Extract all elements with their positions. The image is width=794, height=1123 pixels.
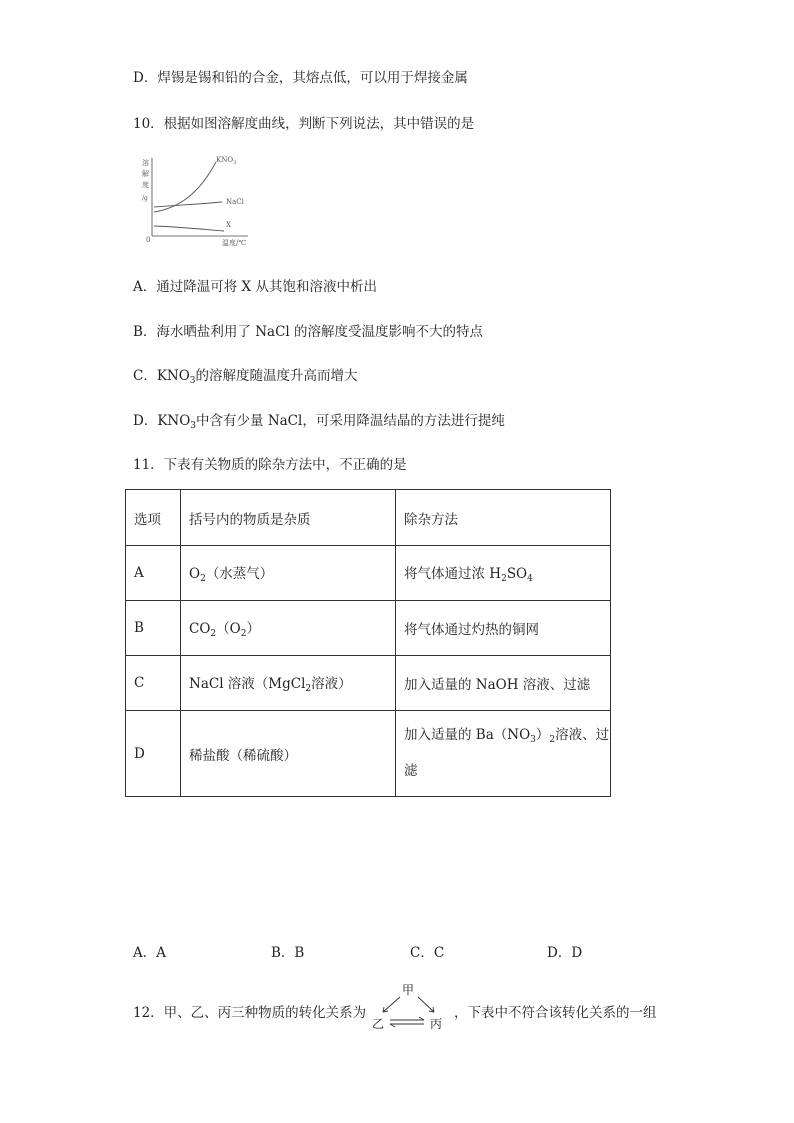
solubility-curve-figure — [140, 152, 260, 248]
header-substance: 括号内的物质是杂质 — [181, 490, 396, 546]
diagram-top: 甲 — [402, 983, 415, 997]
choice-c[interactable]: C．C — [410, 945, 445, 961]
row-substance: 稀盐酸（稀硫酸） — [181, 711, 396, 797]
arrow-top-right — [418, 997, 434, 1012]
q10-option-b: B．海水晒盐利用了 NaCl 的溶解度受温度影响不大的特点 — [133, 324, 484, 340]
row-label: A — [126, 546, 181, 601]
y-label-1: 溶 — [142, 159, 149, 167]
choice-b[interactable]: B．B — [271, 945, 305, 961]
origin-label: 0 — [146, 236, 151, 244]
table-row — [126, 656, 611, 711]
row-method: 加入适量的 NaOH 溶液、过滤 — [396, 656, 611, 711]
q12-stem-start: 12．甲、乙、丙三种物质的转化关系为 — [133, 1005, 367, 1021]
x-label: X — [226, 221, 231, 229]
x-curve — [154, 226, 224, 231]
row-substance: $CO_2(O_2)$ — [181, 601, 396, 656]
q12-stem-end: ，下表中不符合该转化关系的一组 — [454, 1005, 657, 1021]
kno3-label: $KNO_3$ — [216, 156, 237, 166]
row-method: 加入适量的 $Ba(NO_3)_2$溶液、过 滤 — [396, 711, 611, 797]
q10-option-d: D．$KNO_3$中含有少量 NaCl，可采用降温结晶的方法进行提纯 — [133, 413, 505, 431]
row-method: 将气体通过灼热的铜网 — [396, 601, 611, 656]
y-label-2: 解 — [142, 170, 149, 178]
q11-table — [125, 489, 611, 797]
x-axis-label: 温度/℃ — [222, 239, 247, 247]
y-label-4: /g — [142, 195, 148, 202]
q10-option-c: C．$KNO_3$的溶解度随温度升高而增大 — [133, 368, 358, 386]
row-label: D — [126, 711, 181, 797]
row-label: B — [126, 601, 181, 656]
row-substance: $O_2$（水蒸气） — [181, 546, 396, 601]
table-row — [126, 711, 611, 797]
conversion-diagram — [368, 982, 452, 1032]
nacl-label: NaCl — [226, 198, 244, 206]
nacl-curve — [154, 202, 222, 207]
row-method: 将气体通过浓 $H_2SO_4$ — [396, 546, 611, 601]
q9-option-d: D．焊锡是锡和铅的合金，其熔点低，可以用于焊接金属 — [133, 70, 468, 86]
q11-stem: 11．下表有关物质的除杂方法中，不正确的是 — [133, 457, 407, 473]
diagram-right: 丙 — [430, 1017, 443, 1031]
table-row — [126, 546, 611, 601]
q10-stem: 10．根据如图溶解度曲线，判断下列说法，其中错误的是 — [133, 116, 475, 132]
choice-d[interactable]: D．D — [547, 945, 583, 961]
table-header-row — [126, 490, 611, 546]
header-option: 选项 — [126, 490, 181, 546]
arrow-top-left — [383, 997, 400, 1012]
choice-a[interactable]: A．A — [133, 945, 166, 961]
diagram-left: 乙 — [372, 1017, 385, 1031]
row-substance: NaCl 溶液（MgCl$_2$溶液） — [181, 656, 396, 711]
q10-option-a: A．通过降温可将 X 从其饱和溶液中析出 — [133, 279, 377, 295]
table-row — [126, 601, 611, 656]
y-label-3: 度 — [142, 181, 149, 189]
row-label: C — [126, 656, 181, 711]
header-method: 除杂方法 — [396, 490, 611, 546]
